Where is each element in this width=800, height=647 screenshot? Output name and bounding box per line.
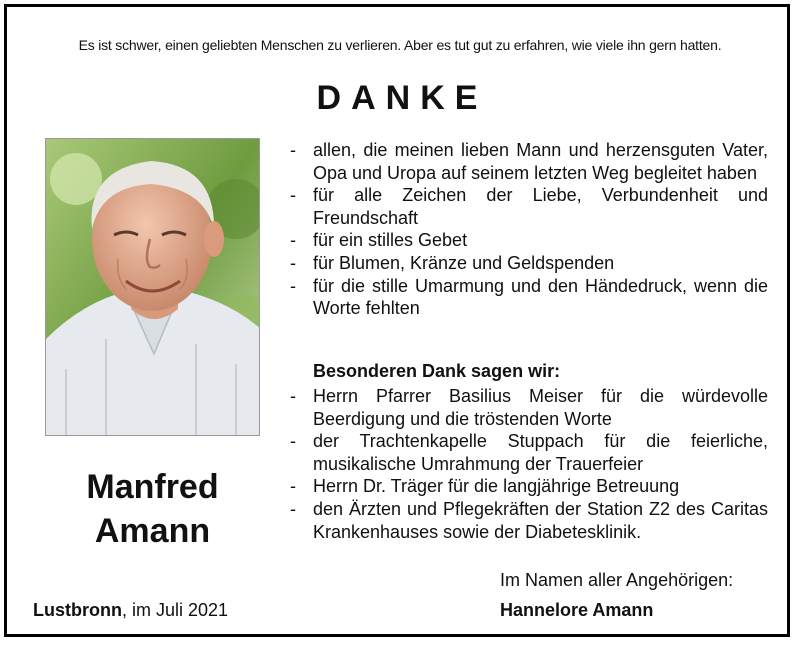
portrait-illustration xyxy=(46,139,260,436)
list-dash: - xyxy=(290,476,296,497)
list-dash: - xyxy=(290,140,296,160)
list-dash: - xyxy=(290,431,296,452)
list-dash: - xyxy=(290,498,296,519)
list-dash: - xyxy=(290,252,296,273)
special-thanks-heading: Besonderen Dank sagen wir: xyxy=(313,361,561,381)
place-name: Lustbronn xyxy=(33,600,122,620)
list-item xyxy=(290,184,768,229)
list-item xyxy=(290,275,768,320)
list-item-text: für alle Zeichen der Liebe, Verbundenheit und Freundschaft xyxy=(313,185,768,228)
intro-quote: Es ist schwer, einen geliebten Menschen zu verlieren. Aber es tut gut zu erfahren, wie viele ihn gern hatten. xyxy=(78,37,722,53)
deceased-name xyxy=(45,465,260,553)
list-item-text: Herrn Dr. Träger für die langjährige Betreuung xyxy=(313,476,680,497)
obituary-card xyxy=(4,4,790,637)
list-dash: - xyxy=(290,185,296,206)
list-item xyxy=(290,229,768,252)
list-item-text: für Blumen, Kränze und Geldspenden xyxy=(313,252,615,273)
date-text: , im Juli 2021 xyxy=(121,600,229,620)
list-item-text: der Trachtenkapelle Stuppach für die feierliche, musikalische Umrahmung der Trauerfeier xyxy=(313,431,768,474)
signature-intro: Im Namen aller Angehörigen: xyxy=(500,570,734,590)
list-item-text: für ein stilles Gebet xyxy=(313,230,468,251)
list-item-text: allen, die meinen lieben Mann und herzensguten Vater, Opa und Uropa auf seinem letzten Weg begleitet haben xyxy=(313,140,768,183)
last-name: Amann xyxy=(94,512,211,550)
list-item xyxy=(290,139,768,184)
special-thanks-list xyxy=(290,385,768,543)
list-item xyxy=(290,430,768,475)
list-dash: - xyxy=(290,230,296,251)
thanks-list xyxy=(290,139,768,320)
danke-title: DANKE xyxy=(316,79,488,117)
list-dash: - xyxy=(290,386,296,406)
list-item-text: Herrn Pfarrer Basilius Meiser für die würdevolle Beerdigung und die tröstenden Worte xyxy=(313,386,768,429)
list-dash: - xyxy=(290,275,296,296)
place-date xyxy=(33,600,228,621)
portrait-photo xyxy=(45,138,260,436)
signature-name: Hannelore Amann xyxy=(500,600,654,620)
list-item-text: für die stille Umarmung und den Händedruck, wenn die Worte fehlten xyxy=(313,275,768,319)
list-item xyxy=(290,252,768,275)
list-item xyxy=(290,475,768,498)
list-item xyxy=(290,498,768,543)
list-item-text: den Ärzten und Pflegekräften der Station Z2 des Caritas Krankenhauses sowie der Diabetesklinik. xyxy=(313,498,768,542)
list-item xyxy=(290,385,768,430)
first-name: Manfred xyxy=(86,468,219,506)
